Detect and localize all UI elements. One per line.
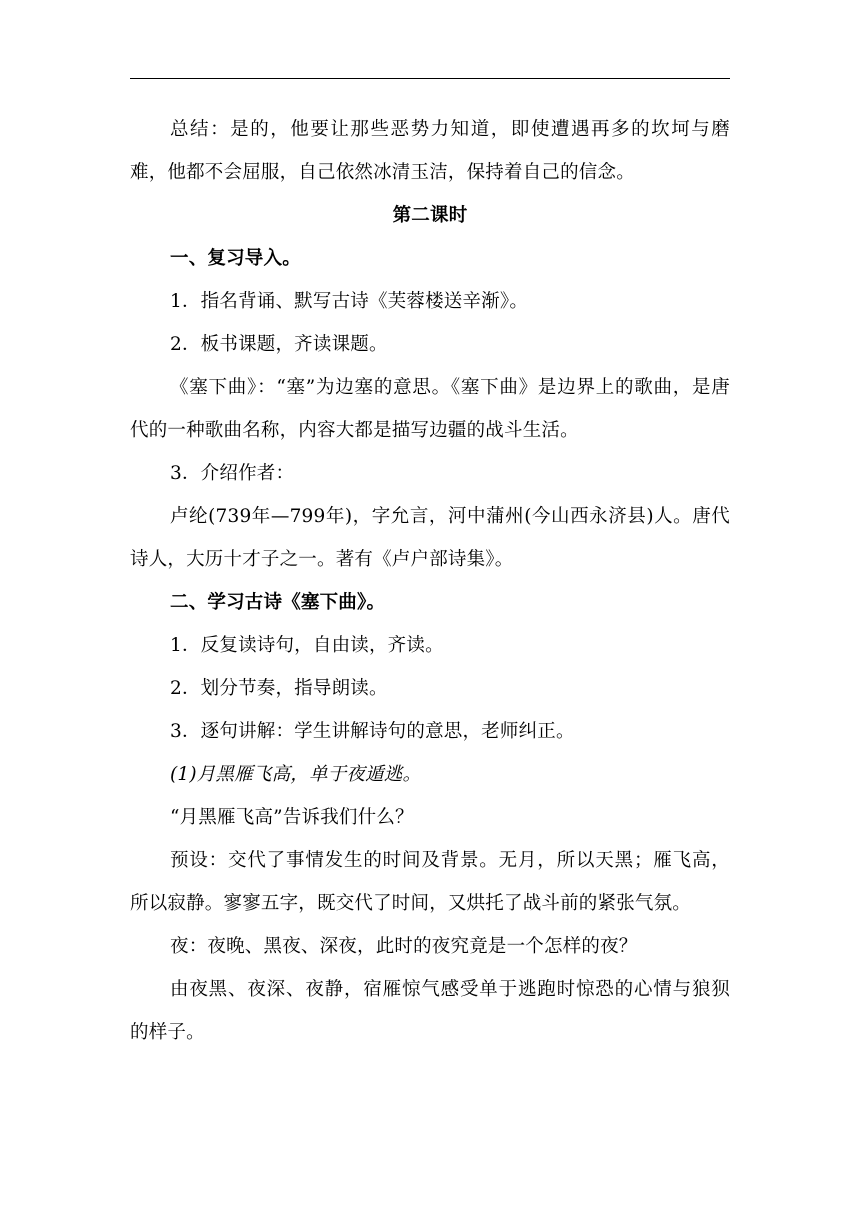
- night-question-paragraph: 夜：夜晚、黑夜、深夜，此时的夜究竟是一个怎样的夜？: [170, 936, 638, 957]
- list-item: 1．指名背诵、默写古诗《芙蓉楼送辛渐》。: [170, 291, 529, 312]
- author-paragraph: 卢纶(739年—799年)，字允言，河中蒲州(今山西永济县)人。唐代诗人，大历十才子之一。著有《卢户部诗集》。: [130, 506, 730, 570]
- list-item: 2．划分节奏，指导朗读。: [170, 678, 388, 699]
- night-answer-paragraph: 由夜黑、夜深、夜静，宿雁惊气感受单于逃跑时惊恐的心情与狼狈的样子。: [130, 979, 730, 1043]
- document-body: [130, 108, 730, 1054]
- list-item: 1．反复读诗句，自由读，齐读。: [170, 635, 444, 656]
- poem-line: (1)月黑雁飞高，单于夜遁逃。: [170, 764, 422, 785]
- title-explanation-paragraph: 《塞下曲》：“塞”为边塞的意思。《塞下曲》是边界上的歌曲，是唐代的一种歌曲名称，内容大都是描写边疆的战斗生活。: [130, 377, 730, 441]
- question-paragraph: “月黑雁飞高”告诉我们什么？: [170, 807, 414, 828]
- section-heading-review: 一、复习导入。: [170, 248, 301, 269]
- summary-paragraph: 总结：是的，他要让那些恶势力知道，即使遭遇再多的坎坷与磨难，他都不会屈服，自己依然冰清玉洁，保持着自己的信念。: [130, 119, 730, 183]
- lesson-title: 第二课时: [392, 205, 468, 226]
- preset-answer-paragraph: 预设：交代了事情发生的时间及背景。无月，所以天黑；雁飞高，所以寂静。寥寥五字，既交代了时间，又烘托了战斗前的紧张气氛。: [130, 850, 730, 914]
- list-item: 3．介绍作者：: [170, 463, 295, 484]
- header-rule: [130, 78, 730, 79]
- list-item: 3．逐句讲解：学生讲解诗句的意思，老师纠正。: [170, 721, 575, 742]
- section-heading-poem: 二、学习古诗《塞下曲》。: [170, 592, 386, 613]
- list-item: 2．板书课题，齐读课题。: [170, 334, 388, 355]
